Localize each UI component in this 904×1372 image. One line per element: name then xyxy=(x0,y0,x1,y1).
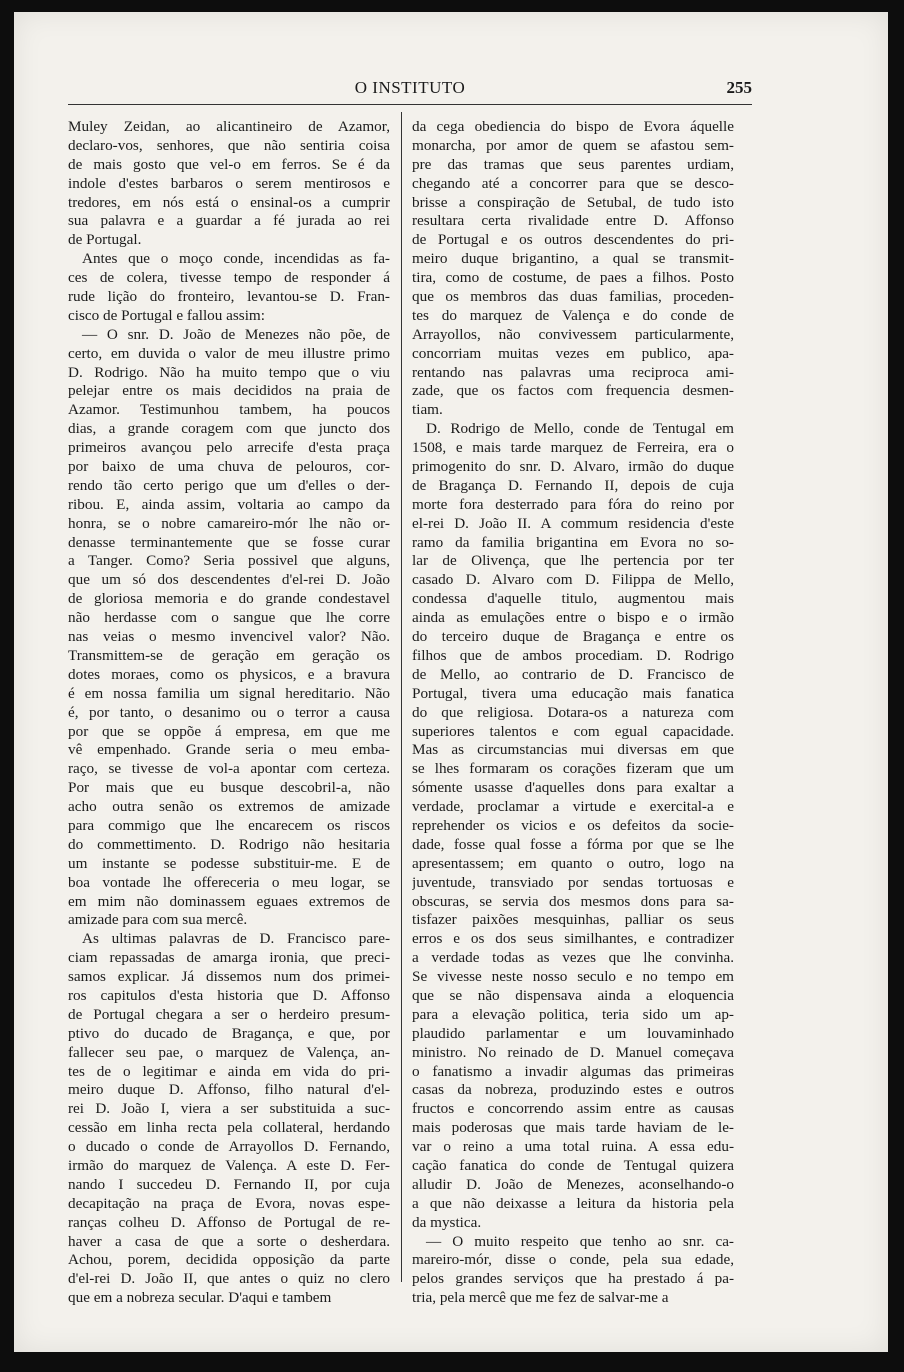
text-line: Antes que o moço conde, incendidas as fa- xyxy=(82,250,390,268)
text-line: do commettimento. D. Rodrigo não hesitaria xyxy=(68,835,390,853)
text-line: dias, a grande coragem com que juncto dos xyxy=(68,420,390,438)
text-line: indole d'estes barbaros o serem mentirosos e xyxy=(68,174,390,192)
text-line: dade, fosse qual fosse a fórma por que se lhe xyxy=(412,835,734,853)
text-line: apresentassem; em quanto o outro, logo na xyxy=(412,854,734,872)
text-line: d'el-rei D. João II, que antes o quiz no clero xyxy=(68,1270,390,1288)
text-line: do terceiro duque de Bragança e entre os xyxy=(412,628,734,646)
text-line: por que se oppõe á empresa, em que me xyxy=(68,722,390,740)
text-line: tes de o legitimar e ainda em vida do pri- xyxy=(68,1062,390,1080)
text-line: tria, pela mercê que me fez de salvar-me a xyxy=(412,1289,669,1307)
text-line: resultara certa rivalidade entre D. Affonso xyxy=(412,212,734,230)
text-line: monarcha, por amor de quem se afastou sem- xyxy=(412,136,734,154)
text-line: declaro-vos, senhores, que não sentiria coisa xyxy=(68,136,390,154)
text-line: pre das tramas que seus parentes urdiam, xyxy=(412,155,734,173)
text-line: pelejar entre os mais decididos na praia de xyxy=(68,382,390,400)
text-line: ribou. E, ainda assim, voltaria ao campo da xyxy=(68,495,390,513)
text-line: zade, que os factos com frequencia desmen- xyxy=(412,382,734,400)
text-line: da cega obediencia do bispo de Evora áquelle xyxy=(412,118,734,135)
text-line: tes do marquez de Valença e do conde de xyxy=(412,306,734,324)
text-line: reprehender os vicios e os defeitos da socie- xyxy=(412,816,734,834)
text-line: cessão em linha recta pela collateral, herdando xyxy=(68,1119,390,1137)
text-line: condessa d'aquelle titulo, augmentou mais xyxy=(412,590,734,608)
text-line: um instante se podesse substituir-me. E de xyxy=(68,854,390,872)
text-line: mais poderosas que mais tarde haviam de le- xyxy=(412,1119,734,1137)
text-line: por baixo de uma chuva de pelouros, cor- xyxy=(68,458,390,476)
text-line: meiro duque D. Affonso, filho natural d'el- xyxy=(68,1081,390,1099)
text-line: filhos que de ambos procediam. D. Rodrigo xyxy=(412,646,734,664)
text-line: Muley Zeidan, ao alicantineiro de Azamor, xyxy=(68,118,390,135)
text-line: boa vontade lhe offereceria o meu logar, se xyxy=(68,873,390,891)
text-line: rentando nas palavras uma reciproca ami- xyxy=(412,363,734,381)
text-line: vê empenhado. Grande seria o meu emba- xyxy=(68,741,390,759)
text-line: pelos grandes serviços que ha prestado á pa- xyxy=(412,1270,734,1288)
text-line: Se vivesse neste nosso seculo e no tempo em xyxy=(412,968,734,986)
text-line: chegando até a concorrer para que se desco- xyxy=(412,174,734,192)
text-line: de mais gosto que vel-o em ferros. Se é da xyxy=(68,155,390,173)
text-line: rendo tão certo perigo que um d'elles o der- xyxy=(68,476,390,494)
text-line: que em a nobreza secular. D'aqui e tambem xyxy=(68,1289,332,1307)
text-line: da mystica. xyxy=(412,1213,482,1231)
text-line: alludir D. João de Menezes, aconselhando-o xyxy=(412,1175,734,1193)
text-line: amizade para com sua mercê. xyxy=(68,911,248,929)
text-line: a Tanger. Como? Seria possivel que alguns, xyxy=(68,552,390,570)
text-line: certo, em duvida o valor de meu illustre primo xyxy=(68,344,390,362)
text-line: decapitação na praça de Evora, novas espe- xyxy=(68,1194,390,1212)
text-line: Achou, porem, decidida opposição da parte xyxy=(68,1251,390,1269)
text-line: não herdasse com o sangue que lhe corre xyxy=(68,609,390,627)
text-line: haver a casa de que a sorte o desherdara. xyxy=(68,1232,390,1250)
text-line: para commigo que lhe encarecem os riscos xyxy=(68,816,390,834)
text-line: dotes moraes, como os physicos, e a bravura xyxy=(68,665,390,683)
text-line: — O muito respeito que tenho ao snr. ca- xyxy=(426,1232,734,1250)
running-title: O INSTITUTO xyxy=(354,78,466,97)
text-line: nas veias o mesmo invencivel valor? Não. xyxy=(68,628,390,646)
text-line: concorriam muitas vezes em publico, apa- xyxy=(412,344,734,362)
text-line: ranças colheu D. Affonso de Portugal de re- xyxy=(68,1213,390,1231)
text-line: denasse terminantemente que se fosse curar xyxy=(68,533,390,551)
text-line: erros e os dos seus similhantes, e contradizer xyxy=(412,930,734,948)
text-line: ministro. No reinado de D. Manuel começava xyxy=(412,1043,734,1061)
text-line: acho outra senão os extremos de amizade xyxy=(68,798,390,816)
text-line: a verdade todas as vezes que lhe convinha. xyxy=(412,949,734,967)
text-line: primeiros avançou pelo arrecife d'esta praça xyxy=(68,439,390,457)
text-line: el-rei D. João II. A commum residencia d'este xyxy=(412,514,734,532)
page-number: 255 xyxy=(726,78,752,97)
text-line: para a elevação politica, teria sido um ap- xyxy=(412,1005,734,1023)
text-line: de Portugal chegara a ser o herdeiro presum- xyxy=(68,1005,390,1023)
text-line: casado D. Alvaro com D. Filippa de Mello, xyxy=(412,571,734,589)
text-line: em mim não dominassem eguaes extremos de xyxy=(68,892,390,910)
text-line: obscuras, se servia dos mesmos dons para sa- xyxy=(412,892,734,910)
text-line: ros capitulos d'esta historia que D. Affonso xyxy=(68,986,390,1004)
text-line: ces de colera, tivesse tempo de responder á xyxy=(68,269,390,287)
text-line: casas da nobreza, produzindo estes e outros xyxy=(412,1081,734,1099)
text-line: lar de Olivença, que lhe pertencia por ter xyxy=(412,552,734,570)
text-line: D. Rodrigo. Não ha muito tempo que o viu xyxy=(68,363,390,381)
text-line: fallecer seu pae, o marquez de Valença, an- xyxy=(68,1043,390,1061)
text-line: morte fora desterrado para fóra do reino por xyxy=(412,495,734,513)
text-line: se lhes formaram os corações fizeram que um xyxy=(412,760,734,778)
text-line: que se não dispensava ainda a eloquencia xyxy=(412,986,734,1004)
text-line: superiores talentos e com egual capacidade. xyxy=(412,722,734,740)
text-line: tisfazer paixões mesquinhas, palliar os seus xyxy=(412,911,734,929)
text-line: o ducado o conde de Arrayollos D. Fernando, xyxy=(68,1138,390,1156)
text-line: plaudido parlamentar e um louvaminhado xyxy=(412,1024,734,1042)
text-line: ramo da familia brigantina em Evora no so- xyxy=(412,533,734,551)
text-line: cisco de Portugal e fallou assim: xyxy=(68,306,265,324)
text-line: a que não deixasse a leitura da historia pela xyxy=(412,1194,734,1212)
text-line: do que religiosa. Dotara-os a natureza com xyxy=(412,703,734,721)
text-line: tira, como de costume, de paes a filhos. Posto xyxy=(412,269,734,287)
text-line: de Mello, ao contrario de D. Francisco de xyxy=(412,665,734,683)
text-line: sómente usasse d'aquelles dons para exaltar a xyxy=(412,779,734,797)
text-line: tiam. xyxy=(412,401,443,419)
text-line: juventude, transviado por sendas tortuosas e xyxy=(412,873,734,891)
text-line: de Portugal e os outros descendentes do pri- xyxy=(412,231,734,249)
text-line: raço, se tivesse de vol-a apontar com certeza. xyxy=(68,760,390,778)
text-line: As ultimas palavras de D. Francisco pare- xyxy=(82,930,390,948)
right-column xyxy=(412,118,734,1308)
text-line: ciam repassadas de amarga ironia, que preci- xyxy=(68,949,390,967)
text-line: ptivo do ducado de Bragança, e que, por xyxy=(68,1024,390,1042)
text-line: o fanatismo a invadir algumas das primeiras xyxy=(412,1062,734,1080)
text-line: sua palavra e a guardar a fé jurada ao rei xyxy=(68,212,390,230)
text-line: irmão do marquez de Valença. A este D. Fer- xyxy=(68,1156,390,1174)
text-line: de Portugal. xyxy=(68,231,142,249)
text-line: Azamor. Testimunhou tambem, ha poucos xyxy=(68,401,390,419)
text-line: ainda as emulações entre o bispo e o irmão xyxy=(412,609,734,627)
text-line: brisse a conspiração de Setubal, de tudo isto xyxy=(412,193,734,211)
text-line: Portugal, tivera uma educação mais fanatica xyxy=(412,684,734,702)
text-line: é em nossa familia um signal hereditario. Não xyxy=(68,684,390,702)
text-line: tredores, em nós está o ensinal-os a cumprir xyxy=(68,193,390,211)
text-line: Mas as circumstancias mui diversas em que xyxy=(412,741,734,759)
text-line: samos explicar. Já dissemos num dos primei- xyxy=(68,968,390,986)
text-line: mareiro-mór, disse o conde, pela sua edade, xyxy=(412,1251,734,1269)
text-line: meiro duque brigantino, a qual se transmit- xyxy=(412,250,734,268)
text-line: — O snr. D. João de Menezes não põe, de xyxy=(82,325,390,343)
text-line: Transmittem-se de geração em geração os xyxy=(68,646,390,664)
text-line: verdade, proclamar a virtude e exercital-a e xyxy=(412,798,734,816)
text-line: é, por tanto, o desanimo ou o terror a causa xyxy=(68,703,390,721)
text-line: fructos e concorrendo assim entre as causas xyxy=(412,1100,734,1118)
text-line: Por mais que eu busque descobril-a, não xyxy=(68,779,390,797)
text-line: D. Rodrigo de Mello, conde de Tentugal em xyxy=(426,420,734,438)
text-line: rude lição do fronteiro, levantou-se D. Fran- xyxy=(68,288,390,306)
text-line: honra, se o nobre camareiro-mór lhe não or- xyxy=(68,514,390,532)
column-divider xyxy=(401,112,402,1282)
text-line: Arrayollos, não convivessem particularmente, xyxy=(412,325,734,343)
text-line: de Bragança D. Fernando II, depois de cuja xyxy=(412,476,734,494)
text-line: que os membros das duas familias, proceden- xyxy=(412,288,734,306)
text-line: 1508, e mais tarde marquez de Ferreira, era o xyxy=(412,439,734,457)
text-line: primogenito do snr. D. Alvaro, irmão do duque xyxy=(412,458,734,476)
text-line: nando I succedeu D. Fernando II, por cuja xyxy=(68,1175,390,1193)
page-header xyxy=(68,76,752,105)
text-line: var o reino a uma total ruina. A essa edu- xyxy=(412,1138,734,1156)
text-line: cação fanatica do conde de Tentugal quizera xyxy=(412,1156,734,1174)
left-column xyxy=(68,118,390,1308)
text-line: que um só dos descendentes d'el-rei D. João xyxy=(68,571,390,589)
text-line: rei D. João I, viera a ser substituida a suc- xyxy=(68,1100,390,1118)
text-line: de gloriosa memoria e do grande condestavel xyxy=(68,590,390,608)
